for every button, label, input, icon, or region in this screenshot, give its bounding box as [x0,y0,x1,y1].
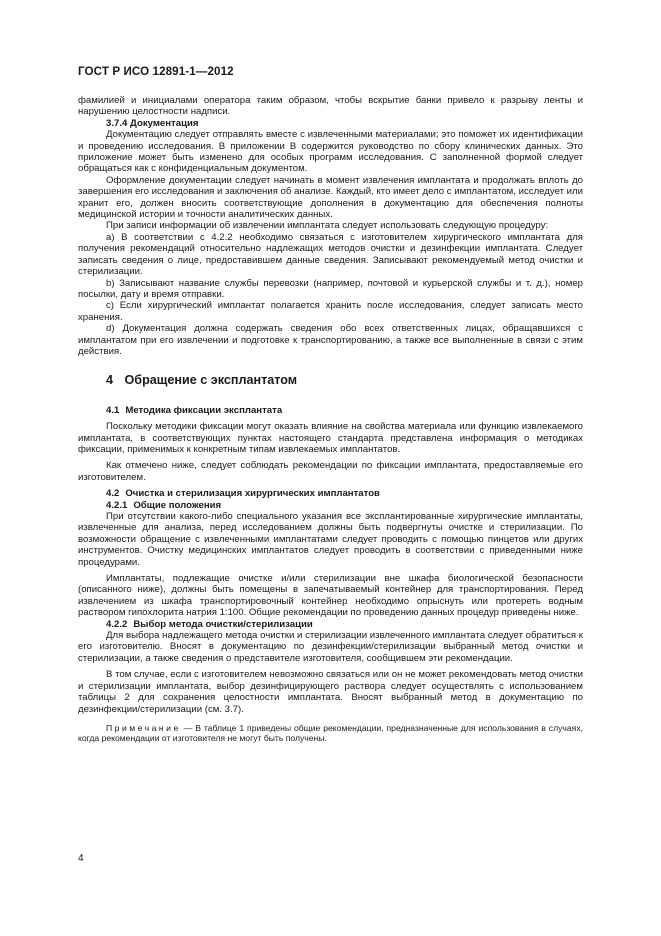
intro-paragraph: фамилией и инициалами оператора таким образом, чтобы вскрытие банки привело к разрыву ленты и нарушению целостности надписи. [78,95,583,118]
document-body [78,95,583,744]
section-4-2-1-heading [78,500,583,511]
section-title: Очистка и стерилизация хирургических имплантатов [125,488,380,500]
paragraph: Имплантаты, подлежащие очистке и/или стерилизации вне шкафа биологической безопасности (описанного ниже), должны быть помещены в запечатываемый контейнер для транспортирования. Перед извлечением из шкафа транспортировочный контейнер необходимо опрыснуть или протереть водным раствором гипохлорита натрия 1:100. Общие рекомендации по проведению данных процедур приведены ниже. [78,573,583,619]
document-header: ГОСТ Р ИСО 12891-1—2012 [78,65,234,78]
section-number: 4.1 [106,404,120,416]
section-title: Методика фиксации эксплантата [125,404,283,416]
paragraph: Оформление документации следует начинать в момент извлечения имплантата и продолжать вплоть до завершения его исследования и заключения об анализе. Каждый, кто имеет дело с имплантатом, исследует или хранит его, должен вносить соответствующие дополнения в документацию для обеспечения полноты медицинской истории и точности аналитических данных. [78,174,583,221]
section-3-7-4-heading: 3.7.4 Документация [106,117,199,129]
paragraph: В том случае, если с изготовителем невозможно связаться или он не может рекомендовать метод очистки и стерилизации имплантата, выбор дезинфицирующего раствора следует осуществлять с использованием таблицы 2 для сохранения целостности имплантата. Вносят выбранный метод в документацию по дезинфекции/стерилизации (см. 3.7). [78,669,583,715]
section-number: 4.2.1 [106,499,128,511]
paragraph: Документацию следует отправлять вместе с извлеченными материалами; это поможет их идентификации и проведению исследования. В приложении В содержится руководство по сбору клинических данных. Это приложение может быть изменено для особых программ исследования. С заполненной формой следует обращаться как с конфиденциальным документом. [78,129,583,175]
note-text: — В таблице 1 приведены общие рекомендации, предназначенные для использования в случаях, когда рекомендации от изготовителя не могут быть получены. [78,722,583,744]
paragraph: При отсутствии какого-либо специального указания все эксплантированные хирургические имплантаты, извлеченные для анализа, перед исследованием должны быть подвергнуты очистке и стерилизации. По возможности обращение с извлеченными имплантатами следует проводить с помощью пинцетов или других инструментов. Очистку медицинских имплантатов следует проводить в соответствии с приведенными ниже процедурами. [78,511,583,568]
paragraph: Поскольку методики фиксации могут оказать влияние на свойства материала или функцию извлекаемого имплантата, в соответствующих пунктах настоящего стандарта представлена информация о методиках фиксации, применимых к конкретным типам извлекаемых имплантатов. [78,421,583,455]
paragraph: Для выбора надлежащего метода очистки и стерилизации извлеченного имплантата следует обратиться к его изготовителю. Вносят в документацию по дезинфекции/стерилизации выбранный метод очистки и стерилизации, а также сведения о представителе изготовителя, сообщившем эти рекомендации. [78,630,583,664]
section-4-heading [78,375,583,386]
section-number: 4.2.2 [106,618,128,630]
page-number: 4 [78,853,84,864]
section-title: Обращение с эксплантатом [124,373,298,388]
paragraph: Как отмечено ниже, следует соблюдать рекомендации по фиксации имплантата, предоставляемые его изготовителем. [78,460,583,483]
section-4-2-2-heading [78,619,583,630]
section-number: 4.2 [106,488,120,500]
list-item-c: c) Если хирургический имплантат полагается хранить после исследования, следует записать место хранения. [78,300,583,323]
paragraph: При записи информации об извлечении имплантата следует использовать следующую процедуру: [106,220,549,232]
list-item-a: a) В соответствии с 4.2.2 необходимо связаться с изготовителем хирургического имплантата для получения рекомендаций относительно надлежащих методов очистки и дезинфекции имплантата. Следует записать сведения о лице, предоставившем данные сведения. Записывают рекомендуемый метод очистки и стерилизации. [78,231,583,278]
section-4-2-heading [78,488,583,499]
section-title: Общие положения [133,499,222,511]
section-title: Выбор метода очистки/стерилизации [133,618,313,630]
section-4-1-heading [78,405,583,416]
section-number: 4 [106,373,114,388]
note-label: Примечание [106,722,181,733]
note [78,723,583,744]
list-item-d: d) Документация должна содержать сведения обо всех ответственных лицах, обращавшихся с имплантатом при его извлечении и подготовке к транспортированию, а также все выполненные в связи с этим действия. [78,323,583,357]
list-item-b: b) Записывают название службы перевозки (например, почтовой и курьерской службы и т. д.), номер посылки, дату и время отправки. [78,277,583,300]
